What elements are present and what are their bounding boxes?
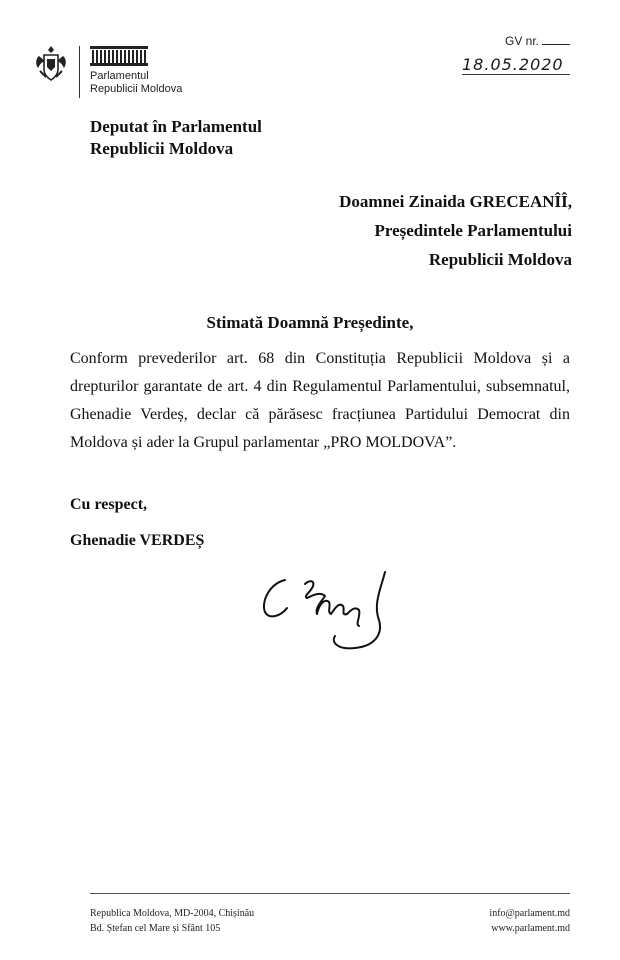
letterhead-divider	[79, 46, 80, 98]
letter-body: Conform prevederilor art. 68 din Constituția Republicii Moldova și a drepturilor garantate de art. 4 din Regulamentul Parlamentului, subsemnatul, Ghenadie Verdeș, declar că părăsesc fracțiunea Partidului Democrat din Moldova și ader la Grupul parlamentar „PRO MOLDOVA”.	[70, 350, 570, 451]
addressee-line1: Doamnei Zinaida GRECEANÎÎ,	[339, 192, 572, 211]
footer-address-line2: Bd. Ștefan cel Mare și Sfânt 105	[90, 923, 221, 934]
footer-address	[90, 906, 254, 936]
signature-image	[255, 568, 415, 663]
organization-name-line1: Parlamentul	[90, 70, 149, 82]
footer-email[interactable]: info@parlament.md	[489, 908, 570, 919]
footer-website[interactable]: www.parlament.md	[491, 923, 570, 934]
registration-blank	[542, 44, 570, 45]
handwritten-date: 18.05.2020	[462, 55, 570, 75]
salutation: Stimată Doamnă Președinte,	[206, 313, 414, 332]
footer-contacts	[489, 906, 570, 936]
sender-line1: Deputat în Parlamentul	[90, 117, 262, 136]
sender-line2: Republicii Moldova	[90, 139, 234, 158]
closing: Cu respect,	[70, 496, 148, 513]
registration-label: GV nr.	[505, 34, 540, 48]
addressee-line3: Republicii Moldova	[428, 250, 572, 269]
sender-block	[90, 116, 262, 160]
signer-name: Ghenadie VERDEȘ	[70, 532, 205, 549]
addressee-block	[339, 187, 572, 274]
addressee-line2: Președintele Parlamentului	[374, 221, 572, 240]
organization-name	[90, 70, 182, 96]
organization-name-line2: Republicii Moldova	[90, 83, 183, 95]
registration-number	[505, 34, 570, 48]
footer-address-line1: Republica Moldova, MD-2004, Chișinău	[90, 908, 255, 919]
coat-of-arms-icon	[34, 44, 68, 84]
footer-divider	[90, 893, 570, 894]
parliament-building-icon	[90, 46, 148, 66]
